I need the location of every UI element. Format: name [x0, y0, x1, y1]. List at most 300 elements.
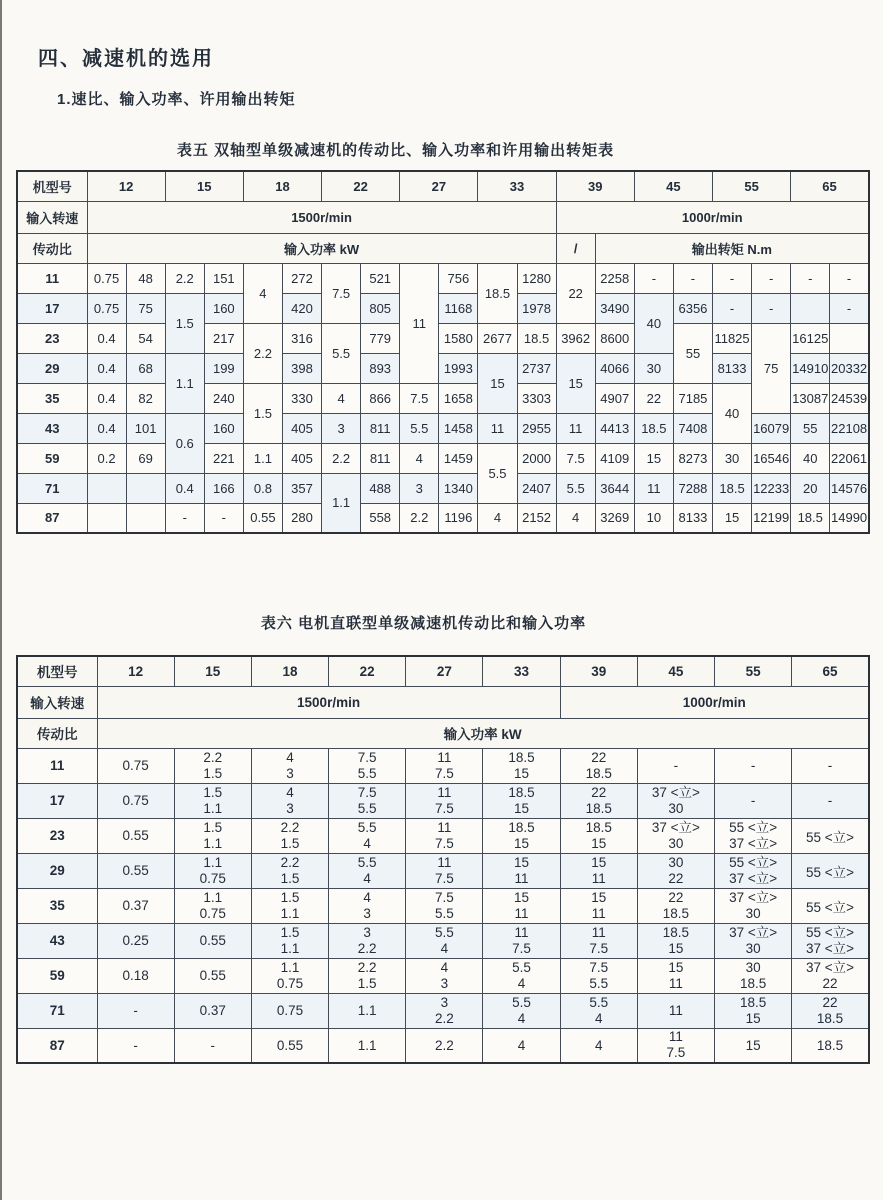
- t6-cell: 7.5 5.5: [329, 783, 406, 818]
- t6-cell: 18.5 15: [715, 993, 792, 1028]
- t6-cell: 2.2 1.5: [174, 748, 251, 783]
- t6-cell: 37 <立> 30: [715, 888, 792, 923]
- t5-cell: 7288: [673, 473, 712, 503]
- t5-cell: 11825: [713, 323, 752, 353]
- scan-edge-artifact: [0, 0, 2, 1200]
- t6-cell: 18.5: [792, 1028, 869, 1063]
- t6-cell: 11 7.5: [483, 923, 560, 958]
- t6-row: [17, 1028, 869, 1063]
- t6-cell: 37 <立> 30: [715, 923, 792, 958]
- t6-cell: 11: [637, 993, 714, 1028]
- t5-cell: 405: [282, 413, 321, 443]
- t5-cell: 420: [282, 293, 321, 323]
- t5-cell: -: [830, 263, 869, 293]
- t5-model-header: 45: [634, 171, 712, 201]
- t5-cell: -: [634, 263, 673, 293]
- t5-cell: 866: [361, 383, 400, 413]
- table6-caption: 表六 电机直联型单级减速机传动比和输入功率: [260, 615, 587, 632]
- t6-model-header: 12: [97, 656, 174, 686]
- t6-row: [17, 923, 869, 958]
- t5-cell: 15: [556, 353, 595, 413]
- t5-cell: 2.2: [243, 323, 282, 383]
- t5-cell: -: [713, 293, 752, 323]
- t6-cell: 0.25: [97, 923, 174, 958]
- t5-cell: 405: [282, 443, 321, 473]
- t5-cell: 330: [282, 383, 321, 413]
- t5-cell: 8133: [713, 353, 752, 383]
- t6-cell: 55 <立>: [792, 853, 869, 888]
- subsection-heading: 1.速比、输入功率、许用输出转矩: [57, 91, 296, 108]
- t6-cell: 1.5 1.1: [251, 888, 328, 923]
- t5-cell: 0.4: [87, 383, 126, 413]
- t6-cell: 11 7.5: [406, 818, 483, 853]
- t5-ratio-value: 87: [17, 503, 87, 533]
- t5-cell: 20332: [830, 353, 869, 383]
- t6-cell: 15: [715, 1028, 792, 1063]
- t6-power-label: 输入功率 kW: [97, 718, 869, 748]
- t6-cell: 22 18.5: [560, 748, 637, 783]
- t5-speed-1000: 1000r/min: [556, 201, 869, 233]
- t5-cell: 15: [478, 353, 517, 413]
- t6-cell: -: [174, 1028, 251, 1063]
- t6-model-header: 33: [483, 656, 560, 686]
- t5-cell: 18.5: [478, 263, 517, 323]
- t5-cell: 272: [282, 263, 321, 293]
- t6-cell: 2.2 1.5: [251, 853, 328, 888]
- t5-cell: 2.2: [322, 443, 361, 473]
- t5-cell: 1.5: [243, 383, 282, 443]
- t5-cell: 160: [204, 293, 243, 323]
- t5-cell: [126, 503, 165, 533]
- t6-cell: -: [715, 783, 792, 818]
- t6-cell: 0.55: [97, 853, 174, 888]
- t5-model-header: 22: [322, 171, 400, 201]
- t6-ratio-value: 23: [17, 818, 97, 853]
- t5-cell: 30: [634, 353, 673, 383]
- t6-cell: 4: [483, 1028, 560, 1063]
- t5-cell: 69: [126, 443, 165, 473]
- t5-cell: -: [752, 263, 791, 293]
- t6-cell: -: [792, 783, 869, 818]
- t5-cell: 5.5: [478, 443, 517, 503]
- t6-ratio-value: 59: [17, 958, 97, 993]
- t5-cell: 55: [791, 413, 830, 443]
- t6-model-label: 机型号: [17, 656, 97, 686]
- t6-ratio-value: 87: [17, 1028, 97, 1063]
- t5-cell: 0.4: [87, 413, 126, 443]
- t5-cell: 11: [556, 413, 595, 443]
- t6-cell: 30 18.5: [715, 958, 792, 993]
- t6-cell: 4 3: [251, 783, 328, 818]
- t6-cell: 22 18.5: [637, 888, 714, 923]
- t6-row: [17, 748, 869, 783]
- t5-cell: 0.4: [165, 473, 204, 503]
- t6-row: [17, 888, 869, 923]
- t6-ratio-value: 17: [17, 783, 97, 818]
- t5-cell: 22: [634, 383, 673, 413]
- t5-cell: 18.5: [791, 503, 830, 533]
- t5-cell: 4109: [595, 443, 634, 473]
- t5-cell: 68: [126, 353, 165, 383]
- t5-speed-label: 输入转速: [17, 201, 87, 233]
- t5-speed-1500: 1500r/min: [87, 201, 556, 233]
- t5-cell: [791, 293, 830, 323]
- t5-cell: 15: [713, 503, 752, 533]
- t5-ratio-value: 43: [17, 413, 87, 443]
- t6-cell: 0.37: [97, 888, 174, 923]
- t6-cell: 4: [560, 1028, 637, 1063]
- t5-row: [17, 473, 869, 503]
- t5-cell: 521: [361, 263, 400, 293]
- t5-cell: [87, 473, 126, 503]
- t5-cell: 15: [634, 443, 673, 473]
- t6-cell: 37 <立> 30: [637, 783, 714, 818]
- t6-cell: 15 11: [637, 958, 714, 993]
- t6-cell: 0.55: [251, 1028, 328, 1063]
- t5-cell: 2407: [517, 473, 556, 503]
- t5-cell: 12233: [752, 473, 791, 503]
- t5-cell: [126, 473, 165, 503]
- t6-cell: 2.2 1.5: [329, 958, 406, 993]
- t5-cell: 199: [204, 353, 243, 383]
- t5-cell: -: [791, 263, 830, 293]
- t6-cell: 1.1: [329, 993, 406, 1028]
- t5-torque-label: 输出转矩 N.m: [595, 233, 869, 263]
- t6-cell: 18.5 15: [483, 748, 560, 783]
- t6-cell: 5.5 4: [329, 853, 406, 888]
- t5-row: [17, 323, 869, 353]
- t5-cell: 0.2: [87, 443, 126, 473]
- t5-cell: 0.75: [87, 263, 126, 293]
- t5-cell: 40: [791, 443, 830, 473]
- t5-ratio-value: 23: [17, 323, 87, 353]
- t6-ratio-value: 43: [17, 923, 97, 958]
- t5-cell: 1458: [439, 413, 478, 443]
- t5-ratio-value: 11: [17, 263, 87, 293]
- t5-cell: 779: [361, 323, 400, 353]
- t5-cell: 101: [126, 413, 165, 443]
- t6-cell: 0.18: [97, 958, 174, 993]
- t5-cell: 2258: [595, 263, 634, 293]
- t6-cell: 11 7.5: [406, 853, 483, 888]
- t6-cell: 5.5 4: [329, 818, 406, 853]
- t6-model-header: 45: [637, 656, 714, 686]
- t5-cell: 1168: [439, 293, 478, 323]
- t5-cell: 0.6: [165, 413, 204, 473]
- t5-cell: 3269: [595, 503, 634, 533]
- t5-model-header: 27: [400, 171, 478, 201]
- t5-cell: 2152: [517, 503, 556, 533]
- t5-cell: 160: [204, 413, 243, 443]
- t6-cell: 1.5 1.1: [251, 923, 328, 958]
- t6-cell: 55 <立> 37 <立>: [715, 818, 792, 853]
- t6-row: [17, 818, 869, 853]
- t5-cell: 22: [556, 263, 595, 323]
- t5-model-header: 39: [556, 171, 634, 201]
- t6-ratio-label: 传动比: [17, 718, 97, 748]
- t5-cell: 4066: [595, 353, 634, 383]
- t5-cell: 3: [400, 473, 439, 503]
- t6-row: [17, 958, 869, 993]
- t6-cell: 3 2.2: [329, 923, 406, 958]
- t5-cell: 55: [673, 323, 712, 383]
- t5-cell: 82: [126, 383, 165, 413]
- t6-cell: 55 <立> 37 <立>: [792, 923, 869, 958]
- t5-cell: -: [165, 503, 204, 533]
- t5-cell: 1196: [439, 503, 478, 533]
- t5-power-label: 输入功率 kW: [87, 233, 556, 263]
- t6-cell: 0.75: [97, 748, 174, 783]
- t5-cell: 2955: [517, 413, 556, 443]
- t6-cell: 4 3: [406, 958, 483, 993]
- t5-cell: 40: [713, 383, 752, 443]
- t6-cell: 1.1 0.75: [251, 958, 328, 993]
- t6-cell: 11 7.5: [406, 783, 483, 818]
- t6-cell: 2.2 1.5: [251, 818, 328, 853]
- t5-cell: 7.5: [322, 263, 361, 323]
- t5-cell: 2000: [517, 443, 556, 473]
- t5-cell: 11: [400, 263, 439, 383]
- t6-speed-1500: 1500r/min: [97, 686, 560, 718]
- t5-cell: 1280: [517, 263, 556, 293]
- t5-cell: 7.5: [556, 443, 595, 473]
- t5-cell: 1978: [517, 293, 556, 323]
- t6-cell: 18.5 15: [637, 923, 714, 958]
- t6-cell: 4 3: [329, 888, 406, 923]
- t6-cell: 11 7.5: [637, 1028, 714, 1063]
- t6-cell: -: [792, 748, 869, 783]
- t6-cell: 18.5 15: [483, 818, 560, 853]
- section-heading: 四、减速机的选用: [38, 48, 214, 70]
- t6-cell: 0.37: [174, 993, 251, 1028]
- t5-cell: 3: [322, 413, 361, 443]
- t5-cell: 811: [361, 443, 400, 473]
- table6-motor-direct-coupled: [16, 655, 870, 1064]
- t6-cell: 55 <立> 37 <立>: [715, 853, 792, 888]
- t5-cell: 3644: [595, 473, 634, 503]
- t5-cell: 12199: [752, 503, 791, 533]
- t5-cell: 5.5: [556, 473, 595, 503]
- t6-cell: -: [97, 993, 174, 1028]
- t5-cell: 48: [126, 263, 165, 293]
- t5-cell: 75: [126, 293, 165, 323]
- t6-cell: 15 11: [483, 888, 560, 923]
- t6-cell: 22 18.5: [560, 783, 637, 818]
- t5-model-header: 55: [713, 171, 791, 201]
- t5-cell: 7.5: [400, 383, 439, 413]
- t5-cell: 1658: [439, 383, 478, 413]
- t5-row: [17, 293, 869, 323]
- t6-row: [17, 783, 869, 818]
- t6-cell: 4 3: [251, 748, 328, 783]
- t5-model-header: 65: [791, 171, 869, 201]
- t5-ratio-value: 17: [17, 293, 87, 323]
- t6-cell: 18.5 15: [483, 783, 560, 818]
- t6-cell: 55 <立>: [792, 888, 869, 923]
- t6-cell: 0.55: [97, 818, 174, 853]
- t5-row: [17, 263, 869, 293]
- t5-cell: 10: [634, 503, 673, 533]
- t6-cell: 5.5 4: [483, 993, 560, 1028]
- t6-row: [17, 993, 869, 1028]
- t6-cell: 1.1 0.75: [174, 888, 251, 923]
- t6-cell: 5.5 4: [483, 958, 560, 993]
- t6-row: [17, 853, 869, 888]
- t5-cell: 558: [361, 503, 400, 533]
- t6-ratio-value: 71: [17, 993, 97, 1028]
- t5-cell: -: [204, 503, 243, 533]
- t5-cell: 11: [634, 473, 673, 503]
- t6-cell: 5.5 4: [560, 993, 637, 1028]
- t5-cell: 1340: [439, 473, 478, 503]
- t5-cell: 240: [204, 383, 243, 413]
- t5-cell: 2737: [517, 353, 556, 383]
- t6-model-header: 22: [329, 656, 406, 686]
- t5-cell: 24539: [830, 383, 869, 413]
- t5-row: [17, 503, 869, 533]
- t5-cell: 40: [634, 293, 673, 353]
- t5-cell: 8273: [673, 443, 712, 473]
- t6-cell: 15 11: [483, 853, 560, 888]
- t5-cell: 30: [713, 443, 752, 473]
- t5-cell: [87, 503, 126, 533]
- t5-model-header: 18: [243, 171, 321, 201]
- t5-cell: 18.5: [634, 413, 673, 443]
- t6-cell: 22 18.5: [792, 993, 869, 1028]
- t6-cell: 0.55: [174, 923, 251, 958]
- t6-cell: 2.2: [406, 1028, 483, 1063]
- t5-cell: 0.75: [87, 293, 126, 323]
- t5-cell: 166: [204, 473, 243, 503]
- t5-cell: 54: [126, 323, 165, 353]
- t6-ratio-value: 29: [17, 853, 97, 888]
- t5-cell: 3303: [517, 383, 556, 413]
- t6-cell: 15 11: [560, 853, 637, 888]
- t5-cell: 22108: [830, 413, 869, 443]
- t5-cell: 75: [752, 323, 791, 413]
- t6-cell: 0.75: [97, 783, 174, 818]
- t5-cell: 14910: [791, 353, 830, 383]
- t5-cell: 13087: [791, 383, 830, 413]
- t5-cell: 4413: [595, 413, 634, 443]
- t6-cell: 37 <立> 22: [792, 958, 869, 993]
- t6-ratio-value: 11: [17, 748, 97, 783]
- t6-cell: 7.5 5.5: [406, 888, 483, 923]
- t5-cell: -: [830, 293, 869, 323]
- t6-cell: 30 22: [637, 853, 714, 888]
- t5-cell: 357: [282, 473, 321, 503]
- table5-caption: 表五 双轴型单级减速机的传动比、输入功率和许用输出转矩表: [176, 142, 615, 159]
- table5-gear-ratio-power-torque: [16, 170, 870, 534]
- t5-cell: 0.8: [243, 473, 282, 503]
- t6-cell: 1.5 1.1: [174, 818, 251, 853]
- t5-cell: 0.55: [243, 503, 282, 533]
- t5-cell: 8600: [595, 323, 634, 353]
- t6-model-header: 55: [715, 656, 792, 686]
- t5-cell: 4: [400, 443, 439, 473]
- t5-cell: 16079: [752, 413, 791, 443]
- t5-cell: 2.2: [165, 263, 204, 293]
- t5-cell: 14990: [830, 503, 869, 533]
- t5-model-header: 33: [478, 171, 556, 201]
- t5-cell: 4: [243, 263, 282, 323]
- t5-cell: 805: [361, 293, 400, 323]
- t5-cell: 488: [361, 473, 400, 503]
- t5-cell: 16125: [791, 323, 830, 353]
- t6-cell: 11 7.5: [406, 748, 483, 783]
- t5-cell: 16546: [752, 443, 791, 473]
- t5-cell: 316: [282, 323, 321, 353]
- t5-cell: 217: [204, 323, 243, 353]
- t5-cell: 18.5: [517, 323, 556, 353]
- t5-cell: 4907: [595, 383, 634, 413]
- t5-cell: 0.4: [87, 353, 126, 383]
- t6-ratio-value: 35: [17, 888, 97, 923]
- t5-row: [17, 443, 869, 473]
- t5-cell: 8133: [673, 503, 712, 533]
- t5-cell: 280: [282, 503, 321, 533]
- t6-speed-label: 输入转速: [17, 686, 97, 718]
- t6-cell: 15 11: [560, 888, 637, 923]
- t5-cell: 1.1: [165, 353, 204, 413]
- t6-cell: 7.5 5.5: [560, 958, 637, 993]
- t5-ratio-value: 59: [17, 443, 87, 473]
- t5-cell: 22061: [830, 443, 869, 473]
- t5-cell: 7408: [673, 413, 712, 443]
- t5-cell: 20: [791, 473, 830, 503]
- t6-model-header: 18: [251, 656, 328, 686]
- t5-cell: 5.5: [322, 323, 361, 383]
- t5-ratio-value: 71: [17, 473, 87, 503]
- t6-cell: 3 2.2: [406, 993, 483, 1028]
- t5-model-header: 12: [87, 171, 165, 201]
- t5-ratio-value: 29: [17, 353, 87, 383]
- t6-cell: 11 7.5: [560, 923, 637, 958]
- t6-cell: 1.1: [329, 1028, 406, 1063]
- t5-cell: 2.2: [400, 503, 439, 533]
- t6-cell: 1.5 1.1: [174, 783, 251, 818]
- t5-cell: 4: [556, 503, 595, 533]
- t5-cell: 1993: [439, 353, 478, 383]
- t5-cell: 7185: [673, 383, 712, 413]
- t6-model-header: 65: [792, 656, 869, 686]
- t5-cell: 1580: [439, 323, 478, 353]
- t5-cell: 5.5: [400, 413, 439, 443]
- t5-cell: 4: [322, 383, 361, 413]
- t5-model-label: 机型号: [17, 171, 87, 201]
- t6-model-header: 27: [406, 656, 483, 686]
- t5-model-header: 15: [165, 171, 243, 201]
- t6-cell: 5.5 4: [406, 923, 483, 958]
- t5-cell: 1459: [439, 443, 478, 473]
- t5-cell: 893: [361, 353, 400, 383]
- t6-cell: 1.1 0.75: [174, 853, 251, 888]
- t6-cell: 18.5 15: [560, 818, 637, 853]
- t6-speed-1000: 1000r/min: [560, 686, 869, 718]
- t5-slash-cell: /: [556, 233, 595, 263]
- t6-cell: -: [715, 748, 792, 783]
- t5-cell: 756: [439, 263, 478, 293]
- t5-cell: 811: [361, 413, 400, 443]
- t6-cell: 0.75: [251, 993, 328, 1028]
- t5-cell: -: [713, 263, 752, 293]
- t5-cell: 3962: [556, 323, 595, 353]
- t6-model-header: 39: [560, 656, 637, 686]
- t5-cell: 1.1: [322, 473, 361, 533]
- t5-cell: 4: [478, 503, 517, 533]
- t5-cell: 221: [204, 443, 243, 473]
- t6-model-header: 15: [174, 656, 251, 686]
